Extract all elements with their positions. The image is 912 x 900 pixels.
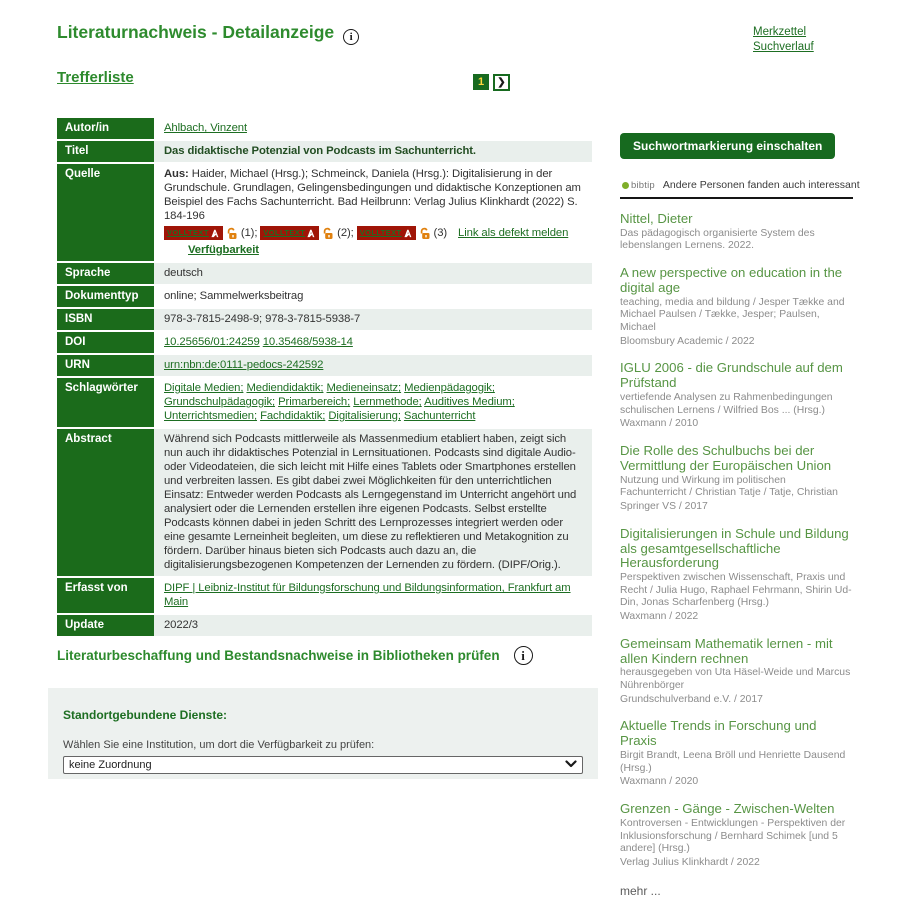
trefferliste-link[interactable]: Trefferliste: [57, 69, 134, 86]
row-label: Sprache: [57, 263, 154, 284]
row-label: Erfasst von: [57, 578, 154, 613]
recommendation-detail: Nutzung und Wirkung im politischen Fachunterricht / Christian Tatje / Tatje, Christian: [620, 474, 838, 499]
pagination: [473, 74, 510, 91]
source-text: Aus: Haider, Michael (Hrsg.); Schmeinck, Daniela (Hrsg.): Digitalisierung in der Grundschule. Grundlagen, Gelingensbedingungen und didaktische Konzeptionen am Beispiel des Fachs Sachunterricht. Bad Heilbrunn: Verlag Julius Klinkhardt (2022) S. 184-196: [164, 168, 581, 222]
table-row-sprache: [57, 263, 592, 284]
recommendation-detail: Perspektiven zwischen Wissenschaft, Praxis und Recht / Julia Hugo, Raphael Fehrmann, Shirin Ud-Din, Jonas Scharfenberg (Hrsg.): [620, 572, 852, 609]
bibtip-header: [620, 179, 868, 191]
keyword-link[interactable]: Unterrichtsmedien;: [164, 410, 258, 422]
pdf-icon: [404, 229, 413, 238]
table-row-urn: [57, 355, 592, 376]
keyword-link[interactable]: Primarbereich;: [278, 396, 351, 408]
row-label: URN: [57, 355, 154, 376]
recommendation-detail: Springer VS / 2017: [620, 501, 708, 513]
page-title: [57, 22, 359, 45]
availability-box: [48, 688, 598, 779]
row-label: Autor/in: [57, 118, 154, 139]
open-lock-icon: [419, 227, 431, 240]
volltext-number: (2);: [337, 227, 354, 239]
row-label: Titel: [57, 141, 154, 162]
verfuegbarkeit-link[interactable]: Verfügbarkeit: [188, 244, 259, 256]
pdf-icon: [307, 229, 316, 238]
merkzettel-link[interactable]: Merkzettel: [753, 26, 807, 38]
open-lock-icon: [322, 227, 334, 240]
keyword-link[interactable]: Mediendidaktik;: [246, 382, 324, 394]
table-row-schlagwoerter: [57, 378, 592, 427]
recommendation-list: [620, 212, 868, 870]
highlight-search-terms-button[interactable]: Suchwortmarkierung einschalten: [620, 133, 835, 159]
location-services-title: Standortgebundene Dienste:: [63, 708, 228, 722]
row-label: DOI: [57, 332, 154, 353]
recommendation-title[interactable]: Aktuelle Trends in Forschung und Praxis: [620, 718, 817, 749]
recommendation-detail: Bloomsbury Academic / 2022: [620, 335, 755, 347]
author-link[interactable]: Ahlbach, Vinzent: [164, 122, 247, 134]
keyword-link[interactable]: Grundschulpädagogik;: [164, 396, 276, 408]
row-label: Update: [57, 615, 154, 636]
recommendation-detail: Grundschulverband e.V. / 2017: [620, 693, 763, 705]
table-row-abstract: [57, 429, 592, 576]
recommendation-detail: vertiefende Analysen zu Rahmenbedingungen schulischen Lernens / Wilfried Bos ... (Hrsg.): [620, 392, 833, 416]
recommendation-title[interactable]: Gemeinsam Mathematik lernen - mit allen Kindern rechnen: [620, 635, 833, 666]
document-title: Das didaktische Potenzial von Podcasts im Sachunterricht.: [164, 145, 476, 157]
recommendation-title[interactable]: A new perspective on education in the digital age: [620, 265, 843, 295]
keyword-link[interactable]: Medieneinsatz;: [326, 382, 402, 394]
recommendation-title[interactable]: IGLU 2006 - die Grundschule auf dem Prüfstand: [620, 360, 843, 391]
table-row-quelle: [57, 164, 592, 261]
recommendation-item: [620, 444, 853, 514]
row-label: Quelle: [57, 164, 154, 261]
table-row-autor: [57, 118, 592, 139]
recommendation-title[interactable]: Grenzen - Gänge - Zwischen-Welten: [620, 801, 835, 817]
page-number-current[interactable]: 1: [473, 74, 489, 90]
isbn-value: 978-3-7815-2498-9; 978-3-7815-5938-7: [154, 309, 592, 330]
recommendation-item: [620, 266, 853, 348]
keyword-link[interactable]: Auditives Medium;: [424, 396, 515, 408]
recommendation-item: [620, 527, 853, 624]
volltext-number: (3): [433, 227, 448, 239]
keyword-link[interactable]: Lernmethode;: [353, 396, 422, 408]
keyword-link[interactable]: Digitalisierung;: [328, 410, 401, 422]
page-title-text: Literaturnachweis - Detailanzeige: [57, 22, 335, 42]
institution-select-label: Wählen Sie eine Institution, um dort die Verfügbarkeit zu prüfen:: [63, 739, 375, 751]
recommendation-detail: Waxmann / 2010: [620, 418, 699, 430]
top-links: [753, 25, 814, 55]
keywords-value: [154, 378, 592, 427]
volltext-badge[interactable]: VOLLTEXT: [357, 226, 416, 240]
recommendation-item: [620, 637, 853, 707]
pdf-icon: [211, 229, 220, 238]
record-table: [57, 118, 592, 638]
volltext-badge[interactable]: VOLLTEXT: [260, 226, 319, 240]
recommendation-detail: Waxmann / 2020: [620, 776, 699, 788]
bibtip-dot-icon: [622, 182, 629, 189]
institution-link[interactable]: DIPF | Leibniz-Institut für Bildungsforschung und Bildungsinformation, Frankfurt am Main: [164, 582, 571, 608]
table-row-doi: [57, 332, 592, 353]
doi-value: [154, 332, 592, 353]
volltext-number: (1);: [240, 227, 258, 239]
info-icon[interactable]: i: [514, 646, 533, 665]
keyword-link[interactable]: Fachdidaktik;: [260, 410, 326, 422]
recommendation-title[interactable]: Die Rolle des Schulbuchs bei der Vermittlung der Europäischen Union: [620, 443, 832, 473]
keyword-link[interactable]: Sachunterricht: [403, 410, 476, 422]
recommendation-title[interactable]: Nittel, Dieter: [620, 211, 693, 226]
institution-select[interactable]: [63, 756, 583, 774]
recommendation-detail: Verlag Julius Klinkhardt / 2022: [620, 856, 760, 868]
row-label: Schlagwörter: [57, 378, 154, 427]
availability-heading: Literaturbeschaffung und Bestandsnachweise in Bibliotheken prüfen i: [57, 646, 533, 665]
bibtip-logo[interactable]: bibtip: [631, 179, 655, 191]
urn-link[interactable]: urn:nbn:de:0111-pedocs-242592: [164, 359, 324, 371]
table-row-titel: [57, 141, 592, 162]
recommendation-detail: teaching, media and bildung / Jesper Tække and Michael Paulsen / Tække, Jesper; Paulsen, Michael: [620, 296, 845, 334]
fulltext-links: [164, 226, 582, 240]
row-label: Abstract: [57, 429, 154, 576]
keyword-link[interactable]: Digitale Medien;: [164, 382, 244, 394]
recommendation-detail: herausgegeben von Uta Häsel-Weide und Marcus Nührenbörger: [620, 667, 851, 692]
availability-link-line: [188, 243, 582, 257]
row-label: Dokumenttyp: [57, 286, 154, 307]
table-row-isbn: [57, 309, 592, 330]
row-label: ISBN: [57, 309, 154, 330]
suchverlauf-link[interactable]: Suchverlauf: [753, 41, 814, 53]
recommendation-item: [620, 361, 853, 431]
recommendation-item: [620, 212, 853, 253]
recommendation-detail: Das pädagogisch organisierte System des lebenslangen Lernens. 2022.: [620, 227, 815, 252]
more-link[interactable]: mehr ...: [620, 883, 661, 898]
report-broken-link[interactable]: Link als defekt melden: [458, 227, 569, 239]
recommendation-item: [620, 802, 853, 870]
volltext-badge[interactable]: VOLLTEXT: [164, 226, 223, 240]
abstract-value: Während sich Podcasts mittlerweile als Massenmedium etabliert haben, zeigt sich nun auch ihr didaktisches Potenzial in Lernsituationen. Podcasts sind digitale Audio- oder Videodateien, die sich leicht mit Hilfe eines Tablets oder Smartphones erstellen und verbreiten lassen. Es gibt dabei zwei Möglichkeiten für den unterrichtlichen Einsatz: Entweder werden Podcasts als Lerngegenstand im Unterricht angehört und analysiert oder die Lernenden erstellen ihre eigenen Podcasts. Selbst erstellte Podcasts können dabei in jeden Schritt des Lernprozesses integriert werden oder eine gesamte Lerneinheit begleiten, um diese zu reflektieren und Metakognition zu fördern. Darüber hinaus bieten sich Podcasts auch dazu an, die digitalisierungsbezogenen Kompetenzen der Lernenden zu fördern. (DIPF/Orig.).: [154, 429, 592, 576]
table-row-update: [57, 615, 592, 636]
sidebar: [620, 133, 868, 900]
doi-link[interactable]: 10.35468/5938-14: [262, 336, 353, 348]
open-lock-icon: [226, 227, 238, 240]
next-page-button[interactable]: [493, 74, 510, 91]
bibtip-caption: Andere Personen fanden auch interessant: [662, 179, 860, 191]
divider: [620, 197, 853, 199]
language-value: deutsch: [154, 263, 592, 284]
recommendation-detail: Waxmann / 2022: [620, 611, 699, 623]
doi-link[interactable]: 10.25656/01:24259: [164, 336, 260, 348]
keyword-link[interactable]: Medienpädagogik;: [404, 382, 495, 394]
update-value: 2022/3: [154, 615, 592, 636]
chevron-right-icon: ❯: [497, 77, 506, 88]
institution-select-wrap: [63, 755, 583, 774]
doctype-value: online; Sammelwerksbeitrag: [154, 286, 592, 307]
recommendation-title[interactable]: Digitalisierungen in Schule und Bildung als gesamtgesellschaftliche Herausforderung: [620, 525, 849, 571]
table-row-erfasst: [57, 578, 592, 613]
recommendation-detail: Kontroversen - Entwicklungen - Perspektiven der Inklusionsforschung / Bernhard Schimek [und 5 andere] (Hrsg.): [620, 817, 846, 855]
table-row-dokumenttyp: [57, 286, 592, 307]
info-icon[interactable]: i: [343, 29, 359, 45]
recommendation-detail: Birgit Brandt, Leena Bröll und Henriette Dausend (Hrsg.): [620, 750, 846, 774]
